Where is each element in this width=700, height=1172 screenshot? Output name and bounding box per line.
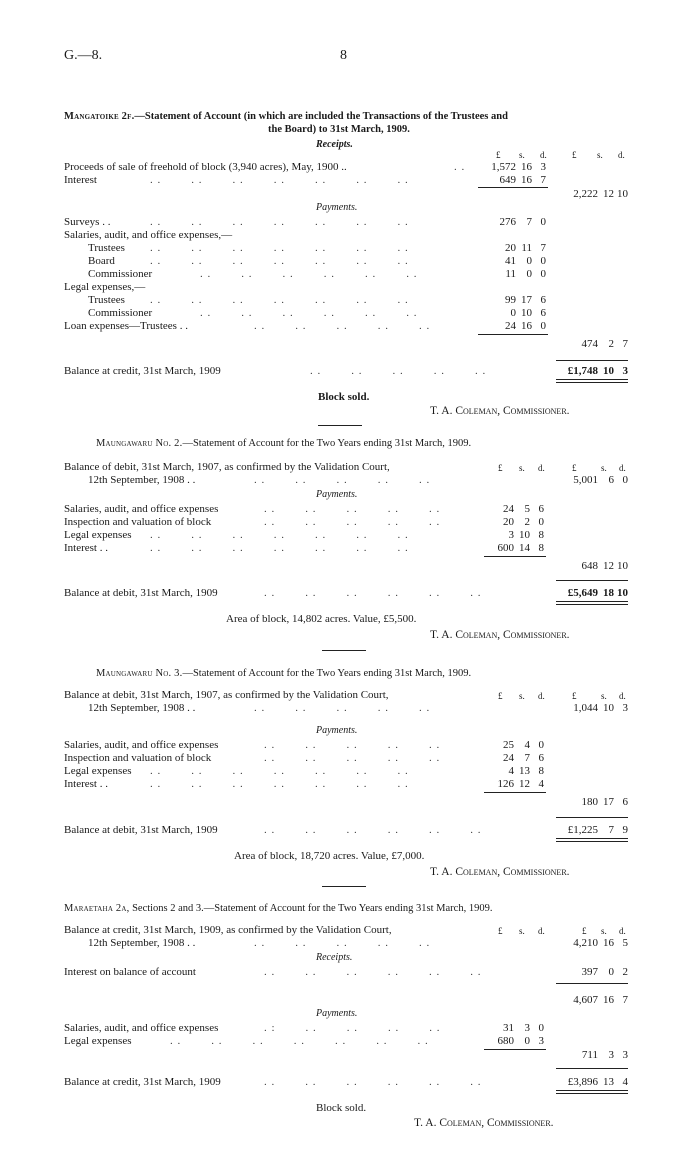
double-rule bbox=[556, 838, 628, 842]
receipts-heading: Receipts. bbox=[316, 139, 353, 150]
subtotal: 16 bbox=[603, 994, 614, 1006]
amount: 1,572 bbox=[491, 161, 516, 173]
section-title bbox=[96, 438, 471, 450]
section-divider bbox=[322, 886, 366, 887]
amount: 680 bbox=[497, 1035, 514, 1047]
signature: T. A. Coleman, Commissioner. bbox=[414, 1117, 554, 1129]
amount: 0 bbox=[538, 739, 544, 751]
signature: T. A. Coleman, Commissioner. bbox=[430, 405, 570, 417]
amount: 8 bbox=[538, 529, 544, 541]
col-pence: d. bbox=[540, 150, 547, 160]
opening-balance-label: Balance at credit, 31st March, 1909, as confirmed by the Validation Court, bbox=[64, 924, 392, 936]
payment-label: Surveys . . bbox=[64, 216, 111, 228]
opening-balance: 0 bbox=[622, 474, 628, 486]
amount: 0 bbox=[540, 320, 546, 332]
col-shilling-total: s. bbox=[601, 691, 607, 701]
amount: 0 bbox=[540, 255, 546, 267]
payments-heading: Payments. bbox=[316, 202, 358, 213]
col-pence-total: d. bbox=[618, 150, 625, 160]
balance-label: Balance at debit, 31st March, 1909 bbox=[64, 824, 218, 836]
note: Block sold. bbox=[318, 391, 370, 403]
payments-heading: Payments. bbox=[316, 1008, 358, 1019]
opening-balance-label: Balance of debit, 31st March, 1907, as confirmed by the Validation Court, bbox=[64, 461, 390, 473]
amount: 3 bbox=[540, 161, 546, 173]
payment-label: Inspection and valuation of block bbox=[64, 752, 212, 764]
leader-dots: . . . . . . . . . . bbox=[310, 365, 487, 377]
amount: 8 bbox=[538, 765, 544, 777]
subtotal: 4,607 bbox=[573, 994, 598, 1006]
amount: 24 bbox=[503, 503, 514, 515]
opening-balance: 3 bbox=[622, 702, 628, 714]
col-pound-total: £ bbox=[572, 463, 577, 473]
balance-amount: 10 bbox=[603, 365, 614, 377]
title-text: —Statement of Account for the Two Years ending 31st March, 1909. bbox=[182, 668, 472, 679]
receipts-total: 2,222 bbox=[573, 188, 598, 200]
col-shilling-total: s. bbox=[597, 150, 603, 160]
leader-dots: . . . . . . . . . . . . . . bbox=[150, 174, 409, 186]
leader-dots: . . . . . . . . . . . . . . bbox=[150, 216, 409, 228]
amount: 4 bbox=[524, 739, 530, 751]
amount: 20 bbox=[503, 516, 514, 528]
col-shilling: s. bbox=[519, 926, 525, 936]
leader-dots: . . . . . . . . . . . . bbox=[264, 587, 482, 599]
leader-dots: . . . . . . . . . . bbox=[264, 503, 441, 515]
amount: 0 bbox=[538, 516, 544, 528]
title-text: —Statement of Account (in which are included the Transactions of the Trustees and bbox=[134, 111, 508, 122]
payment-label: Board bbox=[88, 255, 115, 267]
amount: 600 bbox=[497, 542, 514, 554]
leader-dots: . : . . . . . . . . bbox=[264, 1022, 441, 1034]
opening-balance-label: Balance at debit, 31st March, 1907, as confirmed by the Validation Court, bbox=[64, 689, 389, 701]
section-divider bbox=[318, 425, 362, 426]
amount: 6 bbox=[538, 503, 544, 515]
leader-dots: . . . . . . . . . . . . bbox=[264, 966, 482, 978]
amount: 649 bbox=[499, 174, 516, 186]
rule bbox=[478, 187, 548, 188]
block-name: Maungawaru No. 2. bbox=[96, 438, 183, 449]
payments-total: 474 bbox=[581, 338, 598, 350]
leader-dots: . . . . . . . . . . . . . . bbox=[150, 778, 409, 790]
amount: 3 bbox=[538, 1035, 544, 1047]
page-number: 8 bbox=[340, 48, 347, 63]
payments-heading: Payments. bbox=[316, 725, 358, 736]
amount: 3 bbox=[524, 1022, 530, 1034]
leader-dots: . . . . . . . . . . . . . . bbox=[170, 1035, 429, 1047]
payment-label: Legal expenses bbox=[64, 765, 132, 777]
col-pence: d. bbox=[538, 691, 545, 701]
balance-amount: £1,748 bbox=[567, 365, 598, 377]
rule bbox=[556, 983, 628, 984]
balance-amount: 4 bbox=[622, 1076, 628, 1088]
amount: 4 bbox=[538, 778, 544, 790]
amount: 8 bbox=[538, 542, 544, 554]
amount: 0 bbox=[540, 216, 546, 228]
col-pound: £ bbox=[498, 691, 503, 701]
amount: 7 bbox=[540, 242, 546, 254]
payment-label: Interest . . bbox=[64, 778, 108, 790]
col-pound-total: £ bbox=[572, 150, 577, 160]
col-shilling: s. bbox=[519, 691, 525, 701]
double-rule bbox=[556, 379, 628, 383]
payment-label: Salaries, audit, and office expenses bbox=[64, 739, 219, 751]
amount: 16 bbox=[521, 320, 532, 332]
rule bbox=[484, 1049, 546, 1050]
area-note: Area of block, 14,802 acres. Value, £5,500. bbox=[226, 613, 417, 625]
amount: 2 bbox=[622, 966, 628, 978]
balance-amount: 9 bbox=[622, 824, 628, 836]
receipt-label: Interest bbox=[64, 174, 97, 186]
receipt-label: Proceeds of sale of freehold of block (3,940 acres), May, 1900 .. bbox=[64, 161, 347, 173]
amount: 126 bbox=[497, 778, 514, 790]
col-pence-total: d. bbox=[619, 926, 626, 936]
amount: 5 bbox=[524, 503, 530, 515]
payments-total: 648 bbox=[581, 560, 598, 572]
amount: 14 bbox=[519, 542, 530, 554]
payment-label: Inspection and valuation of block bbox=[64, 516, 212, 528]
leader-dots: . . bbox=[454, 161, 466, 173]
opening-balance-label: 12th September, 1908 . . bbox=[88, 474, 196, 486]
balance-amount: 3 bbox=[622, 365, 628, 377]
rule bbox=[556, 360, 628, 361]
payment-label: Loan expenses—Trustees . . bbox=[64, 320, 188, 332]
balance-amount: 18 bbox=[603, 587, 614, 599]
rule bbox=[556, 817, 628, 818]
payment-label: Salaries, audit, and office expenses,— bbox=[64, 229, 233, 241]
balance-amount: 10 bbox=[617, 587, 628, 599]
balance-amount: £5,649 bbox=[567, 587, 598, 599]
amount: 99 bbox=[505, 294, 516, 306]
double-rule bbox=[556, 1090, 628, 1094]
leader-dots: . . . . . . . . . . . . bbox=[264, 824, 482, 836]
amount: 11 bbox=[505, 268, 516, 280]
col-shilling-total: s. bbox=[601, 463, 607, 473]
amount: 20 bbox=[505, 242, 516, 254]
signature: T. A. Coleman, Commissioner. bbox=[430, 866, 570, 878]
leader-dots: . . . . . . . . . . bbox=[254, 474, 431, 486]
opening-balance: 1,044 bbox=[573, 702, 598, 714]
balance-label: Balance at credit, 31st March, 1909 bbox=[64, 1076, 221, 1088]
leader-dots: . . . . . . . . . . bbox=[264, 752, 441, 764]
payment-label: Legal expenses bbox=[64, 1035, 132, 1047]
block-name: Maungawaru No. 3. bbox=[96, 668, 183, 679]
amount: 2 bbox=[524, 516, 530, 528]
col-pound-total: £ bbox=[572, 691, 577, 701]
amount: 25 bbox=[503, 739, 514, 751]
page-ref: G.—8. bbox=[64, 48, 103, 63]
payments-total: 12 bbox=[603, 560, 614, 572]
amount: 6 bbox=[540, 294, 546, 306]
amount: 397 bbox=[581, 966, 598, 978]
rule bbox=[478, 334, 548, 335]
note: Block sold. bbox=[316, 1102, 367, 1114]
balance-label: Balance at debit, 31st March, 1909 bbox=[64, 587, 218, 599]
amount: 4 bbox=[508, 765, 514, 777]
col-pound-total: £ bbox=[582, 926, 587, 936]
amount: 16 bbox=[521, 161, 532, 173]
amount: 0 bbox=[538, 1022, 544, 1034]
payments-total: 3 bbox=[608, 1049, 614, 1061]
signature: T. A. Coleman, Commissioner. bbox=[430, 629, 570, 641]
col-pence: d. bbox=[538, 926, 545, 936]
payments-total: 17 bbox=[603, 796, 614, 808]
leader-dots: . . . . . . . . . . bbox=[264, 516, 441, 528]
col-pound: £ bbox=[498, 926, 503, 936]
amount: 0 bbox=[526, 255, 532, 267]
rule bbox=[484, 792, 546, 793]
opening-balance: 4,210 bbox=[573, 937, 598, 949]
col-shilling: s. bbox=[519, 150, 525, 160]
payment-label: Legal expenses,— bbox=[64, 281, 146, 293]
receipt-label: Interest on balance of account bbox=[64, 966, 196, 978]
payment-label: Salaries, audit, and office expenses bbox=[64, 1022, 219, 1034]
amount: 10 bbox=[521, 307, 532, 319]
section-divider bbox=[322, 650, 366, 651]
leader-dots: . . . . . . . . . . . . . . bbox=[150, 242, 409, 254]
amount: 16 bbox=[521, 174, 532, 186]
leader-dots: . . . . . . . . . . . . . . bbox=[150, 529, 409, 541]
col-pence-total: d. bbox=[619, 691, 626, 701]
payments-total: 2 bbox=[608, 338, 614, 350]
rule bbox=[556, 1068, 628, 1069]
leader-dots: . . . . . . . . . . . . . . bbox=[150, 294, 409, 306]
amount: 3 bbox=[508, 529, 514, 541]
payment-label: Interest . . bbox=[64, 542, 108, 554]
subtotal: 7 bbox=[622, 994, 628, 1006]
payments-total: 3 bbox=[622, 1049, 628, 1061]
receipts-heading: Receipts. bbox=[316, 952, 353, 963]
amount: 276 bbox=[499, 216, 516, 228]
amount: 7 bbox=[540, 174, 546, 186]
leader-dots: . . . . . . . . . . . . bbox=[200, 307, 418, 319]
amount: 0 bbox=[526, 268, 532, 280]
amount: 24 bbox=[503, 752, 514, 764]
receipts-total: 12 bbox=[603, 188, 614, 200]
payment-label: Commissioner bbox=[88, 268, 153, 280]
col-pence: d. bbox=[538, 463, 545, 473]
amount: 7 bbox=[526, 216, 532, 228]
amount: 10 bbox=[519, 529, 530, 541]
payment-label: Trustees bbox=[88, 242, 125, 254]
amount: 31 bbox=[503, 1022, 514, 1034]
payment-label: Legal expenses bbox=[64, 529, 132, 541]
amount: 0 bbox=[524, 1035, 530, 1047]
rule bbox=[556, 580, 628, 581]
leader-dots: . . . . . . . . . . . . . . bbox=[150, 255, 409, 267]
title-text: Sections 2 and 3.—Statement of Account for the Two Years ending 31st March, 1909. bbox=[129, 903, 493, 914]
col-shilling-total: s. bbox=[601, 926, 607, 936]
amount: 6 bbox=[538, 752, 544, 764]
opening-balance-label: 12th September, 1908 . . bbox=[88, 937, 196, 949]
col-pound: £ bbox=[498, 463, 503, 473]
col-pence-total: d. bbox=[619, 463, 626, 473]
block-name: Mangatoike 2f. bbox=[64, 111, 135, 122]
col-shilling: s. bbox=[519, 463, 525, 473]
balance-label: Balance at credit, 31st March, 1909 bbox=[64, 365, 221, 377]
opening-balance: 5 bbox=[622, 937, 628, 949]
leader-dots: . . . . . . . . . . . . . . bbox=[150, 542, 409, 554]
payments-heading: Payments. bbox=[316, 489, 358, 500]
section-title bbox=[64, 903, 492, 915]
section-title bbox=[64, 111, 508, 123]
title-line2: the Board) to 31st March, 1909. bbox=[268, 124, 410, 135]
payment-label: Commissioner bbox=[88, 307, 153, 319]
balance-amount: 7 bbox=[608, 824, 614, 836]
receipts-total: 10 bbox=[617, 188, 628, 200]
balance-amount: £3,896 bbox=[567, 1076, 598, 1088]
amount: 12 bbox=[519, 778, 530, 790]
payment-label: Salaries, audit, and office expenses bbox=[64, 503, 219, 515]
leader-dots: . . . . . . . . . . . . bbox=[264, 1076, 482, 1088]
section-title bbox=[96, 668, 471, 680]
opening-balance: 5,001 bbox=[573, 474, 598, 486]
payment-label: Trustees bbox=[88, 294, 125, 306]
amount: 41 bbox=[505, 255, 516, 267]
payments-total: 10 bbox=[617, 560, 628, 572]
amount: 7 bbox=[524, 752, 530, 764]
col-pound: £ bbox=[496, 150, 501, 160]
amount: 0 bbox=[608, 966, 614, 978]
opening-balance: 6 bbox=[608, 474, 614, 486]
amount: 17 bbox=[521, 294, 532, 306]
leader-dots: . . . . . . . . . . bbox=[264, 739, 441, 751]
amount: 13 bbox=[519, 765, 530, 777]
payments-total: 180 bbox=[581, 796, 598, 808]
opening-balance: 16 bbox=[603, 937, 614, 949]
leader-dots: . . . . . . . . . . bbox=[254, 937, 431, 949]
double-rule bbox=[556, 601, 628, 605]
title-text: —Statement of Account for the Two Years ending 31st March, 1909. bbox=[182, 438, 472, 449]
area-note: Area of block, 18,720 acres. Value, £7,000. bbox=[234, 850, 425, 862]
leader-dots: . . . . . . . . . . . . . . bbox=[150, 765, 409, 777]
leader-dots: . . . . . . . . . . . . bbox=[200, 268, 418, 280]
amount: 11 bbox=[521, 242, 532, 254]
amount: 0 bbox=[510, 307, 516, 319]
opening-balance: 10 bbox=[603, 702, 614, 714]
leader-dots: . . . . . . . . . . bbox=[254, 320, 431, 332]
balance-amount: 13 bbox=[603, 1076, 614, 1088]
balance-amount: £1,225 bbox=[567, 824, 598, 836]
amount: 6 bbox=[540, 307, 546, 319]
amount: 24 bbox=[505, 320, 516, 332]
leader-dots: . . . . . . . . . . bbox=[254, 702, 431, 714]
opening-balance-label: 12th September, 1908 . . bbox=[88, 702, 196, 714]
payments-total: 6 bbox=[622, 796, 628, 808]
block-name: Maraetaha 2a, bbox=[64, 903, 130, 914]
payments-total: 711 bbox=[581, 1049, 598, 1061]
amount: 0 bbox=[540, 268, 546, 280]
rule bbox=[484, 556, 546, 557]
payments-total: 7 bbox=[622, 338, 628, 350]
